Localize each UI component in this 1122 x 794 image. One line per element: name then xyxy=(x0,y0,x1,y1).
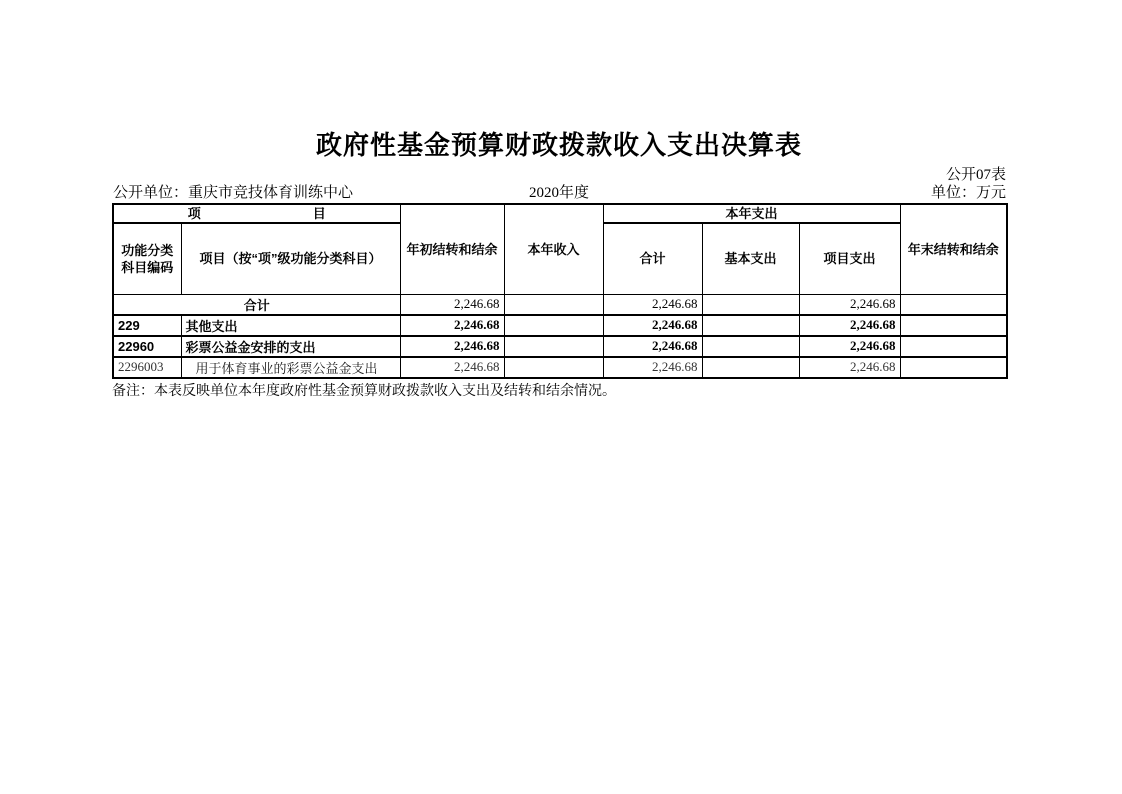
table-row xyxy=(113,357,1007,378)
cell-end-balance xyxy=(900,294,1007,315)
cell-income xyxy=(504,315,603,336)
cell-name: 合计 xyxy=(113,294,400,315)
budget-sheet xyxy=(112,128,1006,400)
unit-label: 单位：万元 xyxy=(930,185,1006,201)
cell-name: 彩票公益金安排的支出 xyxy=(181,336,400,357)
table-row-total xyxy=(113,294,1007,315)
meta-row xyxy=(112,184,1006,203)
table-code-label: 公开07表 xyxy=(945,167,1006,183)
cell-expense-basic xyxy=(702,315,799,336)
cell-expense-total: 2,246.68 xyxy=(603,357,702,378)
cell-income xyxy=(504,357,603,378)
cell-name: 其他支出 xyxy=(181,315,400,336)
cell-expense-basic xyxy=(702,357,799,378)
remark-note: 备注：本表反映单位本年度政府性基金预算财政拨款收入支出及结转和结余情况。 xyxy=(112,383,616,399)
cell-income xyxy=(504,336,603,357)
cell-code: 2296003 xyxy=(113,357,181,378)
table-row xyxy=(113,336,1007,357)
fiscal-year-label: 2020年度 xyxy=(528,185,590,201)
header-item-char-left: 项 xyxy=(187,206,201,221)
cell-expense-project: 2,246.68 xyxy=(799,357,900,378)
header-item-char-right: 目 xyxy=(312,206,326,221)
header-end-balance: 年末结转和结余 xyxy=(900,204,1007,294)
header-expense-group: 本年支出 xyxy=(603,204,900,223)
cell-begin-balance: 2,246.68 xyxy=(400,357,504,378)
cell-expense-project: 2,246.68 xyxy=(799,294,900,315)
header-income: 本年收入 xyxy=(504,204,603,294)
cell-expense-total: 2,246.68 xyxy=(603,294,702,315)
table-row xyxy=(113,315,1007,336)
header-expense-project: 项目支出 xyxy=(799,223,900,294)
header-begin-balance: 年初结转和结余 xyxy=(400,204,504,294)
cell-begin-balance: 2,246.68 xyxy=(400,336,504,357)
cell-end-balance xyxy=(900,315,1007,336)
header-expense-total: 合计 xyxy=(603,223,702,294)
cell-end-balance xyxy=(900,336,1007,357)
header-row-1 xyxy=(113,204,1007,223)
header-code-col: 功能分类科目编码 xyxy=(113,223,181,294)
cell-expense-basic xyxy=(702,294,799,315)
cell-expense-project: 2,246.68 xyxy=(799,315,900,336)
page-title: 政府性基金预算财政拨款收入支出决算表 xyxy=(315,130,802,160)
cell-begin-balance: 2,246.68 xyxy=(400,294,504,315)
cell-code: 22960 xyxy=(113,336,181,357)
fund-budget-table xyxy=(112,203,1008,379)
cell-income xyxy=(504,294,603,315)
cell-name: 用于体育事业的彩票公益金支出 xyxy=(181,357,400,378)
cell-begin-balance: 2,246.68 xyxy=(400,315,504,336)
cell-end-balance xyxy=(900,357,1007,378)
header-item-group xyxy=(113,204,400,223)
cell-expense-basic xyxy=(702,336,799,357)
cell-code: 229 xyxy=(113,315,181,336)
header-item-col: 项目（按“项”级功能分类科目） xyxy=(181,223,400,294)
publish-org-label: 公开单位：重庆市竞技体育训练中心 xyxy=(113,185,354,201)
cell-expense-total: 2,246.68 xyxy=(603,336,702,357)
header-expense-basic: 基本支出 xyxy=(702,223,799,294)
cell-expense-total: 2,246.68 xyxy=(603,315,702,336)
cell-expense-project: 2,246.68 xyxy=(799,336,900,357)
